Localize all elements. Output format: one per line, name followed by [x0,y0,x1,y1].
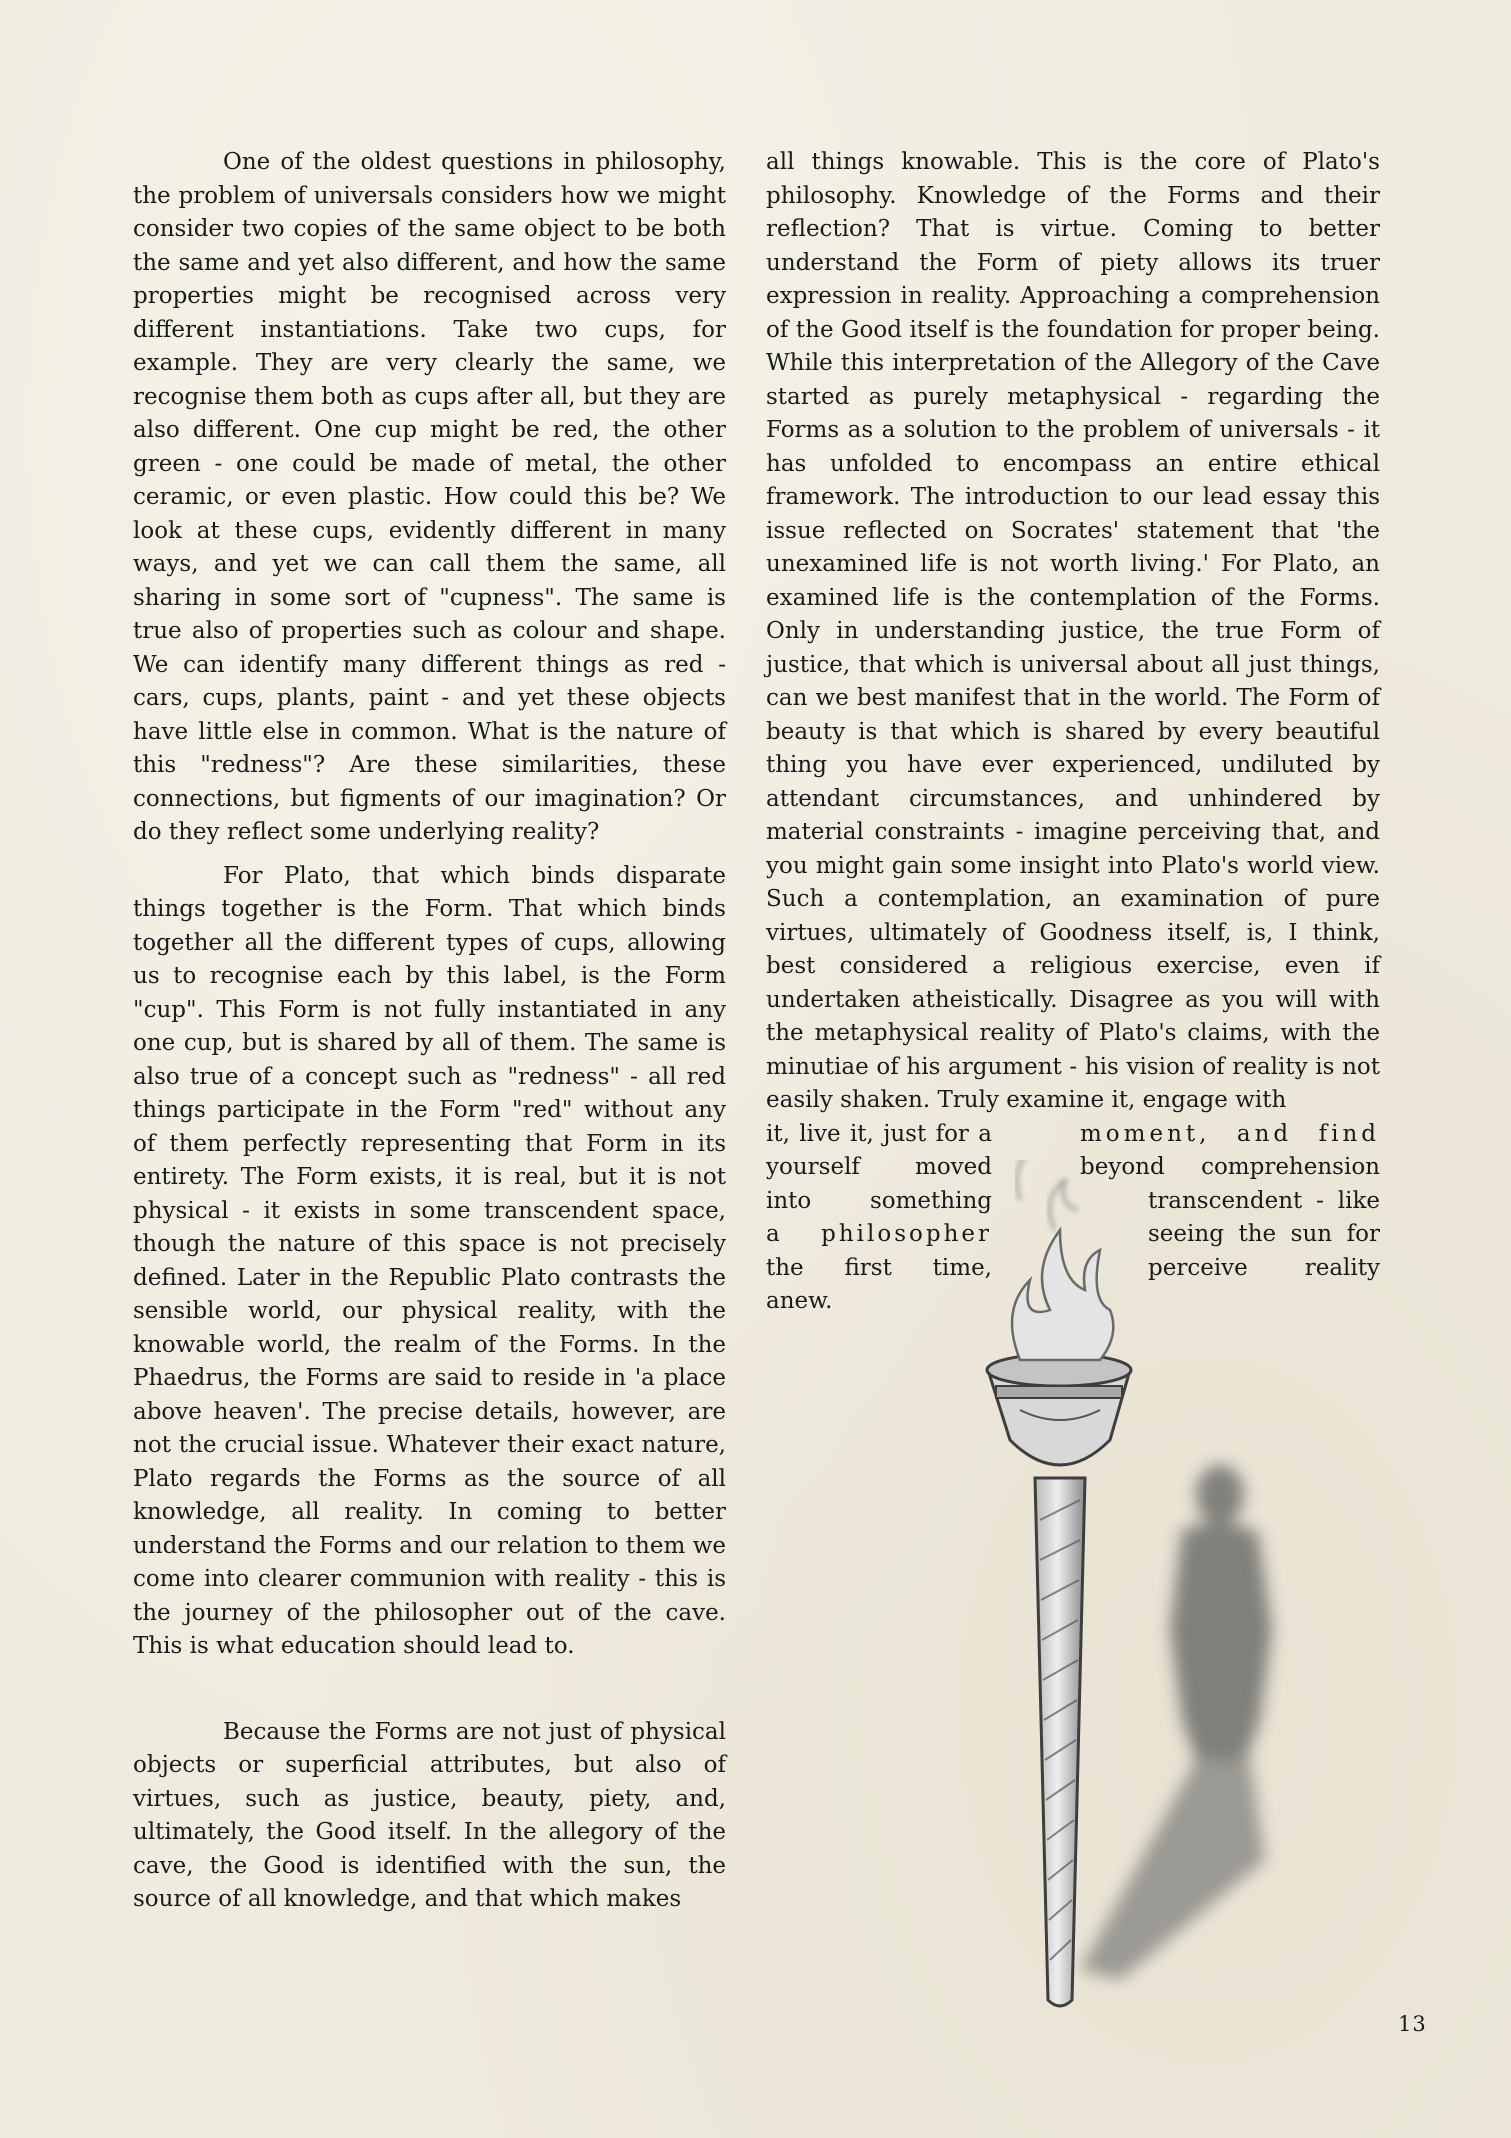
torch-icon [987,1160,1131,2006]
wrap-line: a philosopher [766,1221,992,1247]
paragraph-problem-of-universals: One of the oldest questions in philosophy, the problem of universals considers how we might consider two copies of the same object to be both the same and yet also different, and how the same properties might be recognised across very different instantiations. Take two cups, for example. They are very clearly the same, we recognise them both as cups after all, but they are also different. One cup might be red, the other green - one could be made of metal, the other ceramic, or even plastic. How could this be? We look at these cups, evidently different in many ways, and yet we can call them the same, all sharing in some sort of "cupness". The same is true also of properties such as colour and shape. We can identify many different things as red - cars, cups, plants, paint - and yet these objects have little else in common. What is the nature of this "redness"? Are these similarities, these connections, but figments of our imagination? Or do they reflect some underlying reality? [133,149,726,845]
flame-icon [1012,1160,1113,1360]
wrap-line: transcendent - like [1148,1187,1380,1214]
shadow-figure-icon [1080,1465,1272,1980]
paragraph-virtues-and-good: Because the Forms are not just of physical objects or superficial attributes, but also of virtues, such as justice, beauty, piety, and, ultimately, the Good itself. In the allegory of the cave, the Good is identified with the sun, the source of all knowledge, and that which makes [133,1718,726,1912]
wrap-line: anew. [766,1288,833,1314]
torch-shadow-illustration-icon [960,1160,1350,2020]
wrap-line: the first time, [766,1254,992,1281]
wrap-line: it, live it, just for a [766,1120,992,1147]
wrap-line: perceive reality [1148,1254,1380,1281]
paragraph-plato-forms: For Plato, that which binds disparate things together is the Form. That which binds together all the different types of cups, allowing us to recognise each by this label, is the Form "cup". This Form is not fully instantiated in any one cup, but is shared by all of them. The same is also true of a concept such as "redness" - all red things participate in the Form "red" without any of them perfectly representing that Form in its entirety. The Form exists, it is real, but it is not physical - it exists in some transcendent space, though the nature of this space is not precisely defined. Later in the Republic Plato contrasts the sensible world, our physical reality, with the knowable world, the realm of the Forms. In the Phaedrus, the Forms are said to reside in 'a place above heaven'. The precise details, however, are not the crucial issue. Whatever their exact nature, Plato regards the Forms as the source of all knowledge, all reality. In coming to better understand the Forms and our relation to them we come into clearer communion with reality - this is the journey of the philosopher out of the cave. This is what education should lead to. [133,862,726,1659]
wrap-line: into something [766,1187,992,1214]
wrap-line: seeing the sun for [1148,1221,1380,1247]
left-column [133,146,726,1917]
wrapped-text-left [766,1118,992,1319]
wrap-line: beyond comprehension [1080,1154,1380,1180]
wrap-line: yourself moved [766,1154,992,1180]
wrap-line: moment, and find [1080,1120,1380,1147]
page-number: 13 [1398,2012,1427,2036]
paragraph-core-of-philosophy: all things knowable. This is the core of Plato's philosophy. Knowledge of the Forms and their reflection? That is virtue. Coming to better understand the Form of piety allows its truer expression in reality. Approaching a comprehension of the Good itself is the foundation for proper being. While this interpretation of the Allegory of the Cave started as purely metaphysical - regarding the Forms as a solution to the problem of universals - it has unfolded to encompass an entire ethical framework. The introduction to our lead essay this issue reflected on Socrates' statement that 'the unexamined life is not worth living.' For Plato, an examined life is the contemplation of the Forms. Only in understanding justice, the true Form of justice, that which is universal about all just things, can we best manifest that in the world. The Form of beauty is that which is shared by every beautiful thing you have ever experienced, undiluted by attendant circumstances, and unhindered by material constraints - imagine perceiving that, and you might gain some insight into Plato's world view. Such a contemplation, an examination of pure virtues, ultimately of Goodness itself, is, I think, best considered a religious exercise, even if undertaken atheistically. Disagree as you will with the metaphysical reality of Plato's claims, with the minutiae of his argument - his vision of reality is not easily shaken. Truly examine it, engage with [766,149,1380,1113]
right-column [766,146,1380,1319]
